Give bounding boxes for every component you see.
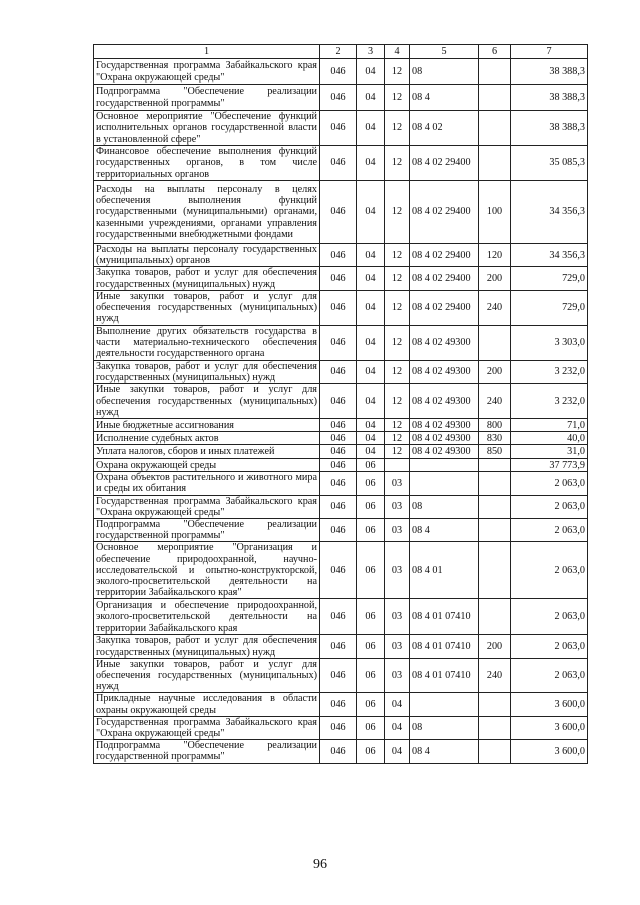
amount-cell: 35 085,3 [511,146,588,181]
code-podrazdel-cell: 12 [385,325,410,360]
table-row [94,599,588,635]
amount-cell: 2 063,0 [511,542,588,599]
table-row [94,244,588,267]
row-name-cell: Закупка товаров, работ и услуг для обеспечения государственных (муниципальных) нужд [94,635,320,658]
code-glava-cell: 046 [320,658,357,693]
row-name-cell: Подпрограмма "Обеспечение реализации государственной программы" [94,740,320,763]
code-razdel-cell: 04 [357,244,385,267]
code-vid-cell [479,693,511,716]
code-glava-cell: 046 [320,59,357,85]
code-razdel-cell: 06 [357,519,385,542]
code-razdel-cell: 04 [357,85,385,111]
table-row [94,146,588,181]
amount-cell: 34 356,3 [511,181,588,244]
code-razdel-cell: 06 [357,740,385,763]
code-vid-cell: 240 [479,658,511,693]
code-podrazdel-cell [385,459,410,472]
header-cell: 6 [479,45,511,59]
code-target-cell: 08 [410,716,479,739]
code-vid-cell [479,459,511,472]
row-name-cell: Иные закупки товаров, работ и услуг для обеспечения государственных (муниципальных) нужд [94,290,320,325]
code-target-cell: 08 4 02 [410,111,479,146]
code-podrazdel-cell: 12 [385,384,410,419]
code-vid-cell [479,740,511,763]
table-row [94,519,588,542]
code-target-cell: 08 4 02 29400 [410,267,479,290]
table-row [94,693,588,716]
code-target-cell: 08 4 01 07410 [410,658,479,693]
row-name-cell: Подпрограмма "Обеспечение реализации государственной программы" [94,519,320,542]
code-podrazdel-cell: 03 [385,495,410,518]
code-vid-cell: 800 [479,419,511,432]
budget-table [93,44,588,764]
code-target-cell: 08 4 02 49300 [410,445,479,459]
amount-cell: 38 388,3 [511,111,588,146]
code-glava-cell: 046 [320,716,357,739]
row-name-cell: Расходы на выплаты персоналу государственных (муниципальных) органов [94,244,320,267]
amount-cell: 3 600,0 [511,740,588,763]
code-glava-cell: 046 [320,290,357,325]
code-razdel-cell: 06 [357,716,385,739]
code-glava-cell: 046 [320,111,357,146]
code-glava-cell: 046 [320,146,357,181]
row-name-cell: Выполнение других обязательств государства в части материально-технического обеспечения деятельности государственного органа [94,325,320,360]
code-vid-cell: 240 [479,290,511,325]
row-name-cell: Закупка товаров, работ и услуг для обеспечения государственных (муниципальных) нужд [94,360,320,383]
amount-cell: 40,0 [511,432,588,445]
amount-cell: 729,0 [511,267,588,290]
amount-cell: 2 063,0 [511,472,588,495]
code-target-cell: 08 [410,495,479,518]
code-razdel-cell: 04 [357,111,385,146]
code-razdel-cell: 06 [357,472,385,495]
code-vid-cell [479,325,511,360]
header-cell: 2 [320,45,357,59]
table-row [94,495,588,518]
code-target-cell: 08 4 02 49300 [410,384,479,419]
code-podrazdel-cell: 12 [385,244,410,267]
code-podrazdel-cell: 12 [385,360,410,383]
code-podrazdel-cell: 12 [385,59,410,85]
amount-cell: 71,0 [511,419,588,432]
code-glava-cell: 046 [320,693,357,716]
row-name-cell: Государственная программа Забайкальского края "Охрана окружающей среды" [94,59,320,85]
code-glava-cell: 046 [320,599,357,635]
amount-cell: 2 063,0 [511,635,588,658]
code-razdel-cell: 04 [357,445,385,459]
code-podrazdel-cell: 12 [385,181,410,244]
code-target-cell [410,459,479,472]
amount-cell: 729,0 [511,290,588,325]
row-name-cell: Исполнение судебных актов [94,432,320,445]
code-target-cell: 08 4 02 49300 [410,325,479,360]
code-razdel-cell: 04 [357,325,385,360]
header-cell: 1 [94,45,320,59]
table-row [94,740,588,763]
code-vid-cell: 200 [479,360,511,383]
code-razdel-cell: 06 [357,635,385,658]
code-target-cell: 08 4 01 07410 [410,635,479,658]
code-podrazdel-cell: 03 [385,599,410,635]
code-podrazdel-cell: 12 [385,267,410,290]
amount-cell: 38 388,3 [511,85,588,111]
table-row [94,111,588,146]
code-vid-cell [479,519,511,542]
code-vid-cell [479,146,511,181]
code-glava-cell: 046 [320,472,357,495]
row-name-cell: Подпрограмма "Обеспечение реализации государственной программы" [94,85,320,111]
header-cell: 5 [410,45,479,59]
code-glava-cell: 046 [320,360,357,383]
amount-cell: 2 063,0 [511,658,588,693]
code-target-cell: 08 [410,59,479,85]
code-razdel-cell: 06 [357,459,385,472]
code-vid-cell: 120 [479,244,511,267]
code-glava-cell: 046 [320,432,357,445]
code-razdel-cell: 04 [357,59,385,85]
row-name-cell: Прикладные научные исследования в области охраны окружающей среды [94,693,320,716]
code-target-cell: 08 4 02 29400 [410,146,479,181]
amount-cell: 38 388,3 [511,59,588,85]
code-target-cell: 08 4 [410,740,479,763]
table-row [94,384,588,419]
table-row [94,360,588,383]
code-podrazdel-cell: 12 [385,146,410,181]
code-razdel-cell: 04 [357,181,385,244]
code-razdel-cell: 06 [357,542,385,599]
code-razdel-cell: 06 [357,599,385,635]
code-podrazdel-cell: 03 [385,519,410,542]
code-razdel-cell: 06 [357,658,385,693]
row-name-cell: Основное мероприятие "Обеспечение функций исполнительных органов государственной власти в установленной сфере" [94,111,320,146]
code-glava-cell: 046 [320,181,357,244]
code-razdel-cell: 04 [357,146,385,181]
header-cell: 4 [385,45,410,59]
code-vid-cell [479,59,511,85]
code-target-cell: 08 4 02 29400 [410,244,479,267]
amount-cell: 2 063,0 [511,495,588,518]
code-vid-cell [479,599,511,635]
code-vid-cell: 100 [479,181,511,244]
table-header-row [94,45,588,59]
amount-cell: 2 063,0 [511,599,588,635]
code-glava-cell: 046 [320,267,357,290]
code-glava-cell: 046 [320,325,357,360]
code-glava-cell: 046 [320,635,357,658]
row-name-cell: Иные бюджетные ассигнования [94,419,320,432]
code-glava-cell: 046 [320,445,357,459]
amount-cell: 2 063,0 [511,519,588,542]
amount-cell: 34 356,3 [511,244,588,267]
table-row [94,59,588,85]
code-vid-cell: 240 [479,384,511,419]
code-vid-cell: 200 [479,635,511,658]
table-row [94,658,588,693]
header-cell: 3 [357,45,385,59]
table-row [94,181,588,244]
code-vid-cell [479,472,511,495]
code-podrazdel-cell: 03 [385,658,410,693]
table-row [94,472,588,495]
row-name-cell: Расходы на выплаты персоналу в целях обеспечения выполнения функций государственными (муниципальными) органами, казенными учреждениями, органами управления государственными внебюджетными фондами [94,181,320,244]
code-podrazdel-cell: 12 [385,85,410,111]
code-glava-cell: 046 [320,384,357,419]
row-name-cell: Организация и обеспечение природоохранной, эколого-просветительской деятельности на территории Забайкальского края [94,599,320,635]
table-row [94,325,588,360]
table-row [94,85,588,111]
code-razdel-cell: 06 [357,693,385,716]
code-podrazdel-cell: 03 [385,542,410,599]
row-name-cell: Основное мероприятие "Организация и обеспечение природоохранной, научно-исследовательской и опытно-конструкторской, эколого-просветительской деятельности на территории Забайкальского края" [94,542,320,599]
code-podrazdel-cell: 03 [385,635,410,658]
amount-cell: 31,0 [511,445,588,459]
amount-cell: 3 232,0 [511,360,588,383]
row-name-cell: Государственная программа Забайкальского края "Охрана окружающей среды" [94,495,320,518]
code-podrazdel-cell: 03 [385,472,410,495]
page-number: 96 [313,857,327,872]
table-row [94,290,588,325]
table-row [94,716,588,739]
code-glava-cell: 046 [320,85,357,111]
amount-cell: 3 303,0 [511,325,588,360]
code-target-cell: 08 4 02 49300 [410,419,479,432]
code-razdel-cell: 06 [357,495,385,518]
row-name-cell: Охрана окружающей среды [94,459,320,472]
row-name-cell: Иные закупки товаров, работ и услуг для обеспечения государственных (муниципальных) нужд [94,384,320,419]
code-podrazdel-cell: 12 [385,419,410,432]
amount-cell: 37 773,9 [511,459,588,472]
row-name-cell: Государственная программа Забайкальского края "Охрана окружающей среды" [94,716,320,739]
code-razdel-cell: 04 [357,360,385,383]
code-target-cell: 08 4 01 [410,542,479,599]
code-target-cell: 08 4 02 29400 [410,181,479,244]
code-vid-cell [479,542,511,599]
code-razdel-cell: 04 [357,419,385,432]
table-row [94,542,588,599]
code-target-cell: 08 4 02 49300 [410,432,479,445]
code-razdel-cell: 04 [357,290,385,325]
table-row [94,432,588,445]
code-glava-cell: 046 [320,244,357,267]
code-glava-cell: 046 [320,542,357,599]
code-target-cell [410,472,479,495]
table-row [94,445,588,459]
code-target-cell [410,693,479,716]
code-vid-cell: 830 [479,432,511,445]
table-row [94,635,588,658]
code-target-cell: 08 4 [410,85,479,111]
code-glava-cell: 046 [320,740,357,763]
code-podrazdel-cell: 12 [385,445,410,459]
table-row [94,459,588,472]
code-podrazdel-cell: 12 [385,432,410,445]
code-podrazdel-cell: 04 [385,716,410,739]
code-vid-cell [479,85,511,111]
code-podrazdel-cell: 04 [385,693,410,716]
table-row [94,419,588,432]
code-vid-cell [479,716,511,739]
amount-cell: 3 232,0 [511,384,588,419]
code-glava-cell: 046 [320,459,357,472]
code-target-cell: 08 4 02 49300 [410,360,479,383]
code-target-cell: 08 4 02 29400 [410,290,479,325]
row-name-cell: Финансовое обеспечение выполнения функций государственных органов, в том числе территориальных органов [94,146,320,181]
code-podrazdel-cell: 12 [385,290,410,325]
code-vid-cell: 850 [479,445,511,459]
code-razdel-cell: 04 [357,267,385,290]
code-podrazdel-cell: 04 [385,740,410,763]
table-row [94,267,588,290]
row-name-cell: Охрана объектов растительного и животного мира и среды их обитания [94,472,320,495]
code-glava-cell: 046 [320,519,357,542]
code-target-cell: 08 4 [410,519,479,542]
code-razdel-cell: 04 [357,432,385,445]
amount-cell: 3 600,0 [511,716,588,739]
amount-cell: 3 600,0 [511,693,588,716]
row-name-cell: Закупка товаров, работ и услуг для обеспечения государственных (муниципальных) нужд [94,267,320,290]
row-name-cell: Иные закупки товаров, работ и услуг для обеспечения государственных (муниципальных) нужд [94,658,320,693]
code-vid-cell [479,495,511,518]
code-glava-cell: 046 [320,495,357,518]
code-vid-cell [479,111,511,146]
code-razdel-cell: 04 [357,384,385,419]
row-name-cell: Уплата налогов, сборов и иных платежей [94,445,320,459]
code-glava-cell: 046 [320,419,357,432]
header-cell: 7 [511,45,588,59]
code-vid-cell: 200 [479,267,511,290]
code-podrazdel-cell: 12 [385,111,410,146]
code-target-cell: 08 4 01 07410 [410,599,479,635]
